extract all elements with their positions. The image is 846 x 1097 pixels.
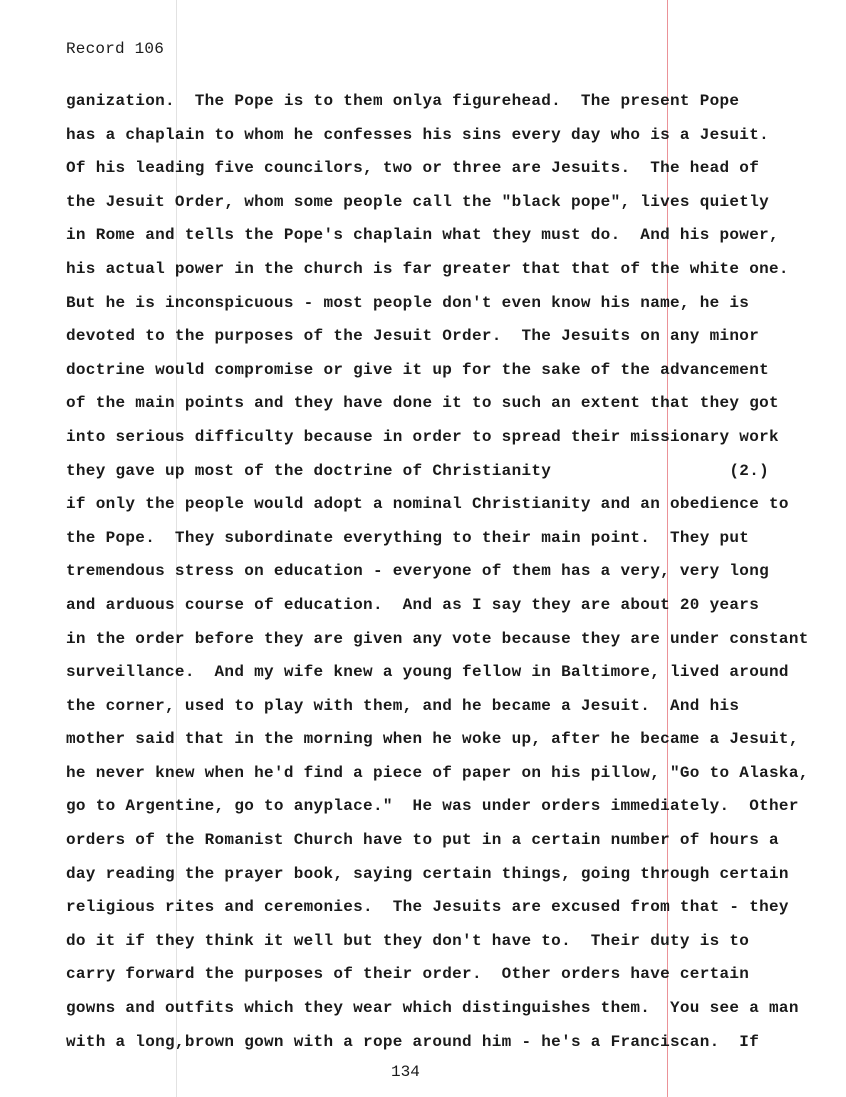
text-line: devoted to the purposes of the Jesuit Order. The Jesuits on any minor	[66, 327, 760, 346]
text-line: orders of the Romanist Church have to put in a certain number of hours a	[66, 831, 779, 850]
text-line: do it if they think it well but they don't have to. Their duty is to	[66, 931, 750, 950]
text-line: doctrine would compromise or give it up for the sake of the advancement	[66, 360, 770, 379]
text-line: the corner, used to play with them, and he became a Jesuit. And his	[66, 696, 740, 715]
text-line: religious rites and ceremonies. The Jesuits are excused from that - they	[66, 898, 789, 917]
text-line: day reading the prayer book, saying certain things, going through certain	[66, 864, 789, 883]
text-line: gowns and outfits which they wear which distinguishes them. You see a man	[66, 999, 799, 1018]
text-line: the Jesuit Order, whom some people call the "black pope", lives quietly	[66, 192, 770, 211]
text-line: But he is inconspicuous - most people don't even know his name, he is	[66, 293, 750, 312]
text-line: and arduous course of education. And as I say they are about 20 years	[66, 595, 760, 614]
text-line: in Rome and tells the Pope's chaplain what they must do. And his power,	[66, 226, 779, 245]
text-line: in the order before they are given any vote because they are under constant	[66, 629, 809, 648]
text-line: of the main points and they have done it to such an extent that they got	[66, 394, 779, 413]
text-line: has a chaplain to whom he confesses his sins every day who is a Jesuit.	[66, 125, 770, 144]
text-line: the Pope. They subordinate everything to their main point. They put	[66, 528, 750, 547]
text-line: with a long,brown gown with a rope around him - he's a Franciscan. If	[66, 1032, 760, 1051]
text-line: his actual power in the church is far greater that that of the white one.	[66, 259, 789, 278]
record-header: Record 106	[66, 40, 165, 58]
page-number: 134	[391, 1063, 420, 1081]
text-line: he never knew when he'd find a piece of paper on his pillow, "Go to Alaska,	[66, 763, 809, 782]
text-line: go to Argentine, go to anyplace." He was under orders immediately. Other	[66, 797, 799, 816]
text-line: tremendous stress on education - everyone of them has a very, very long	[66, 562, 770, 581]
text-line: carry forward the purposes of their order. Other orders have certain	[66, 965, 750, 984]
text-line: mother said that in the morning when he woke up, after he became a Jesuit,	[66, 730, 799, 749]
text-line: Of his leading five councilors, two or three are Jesuits. The head of	[66, 159, 760, 178]
typed-body-text	[66, 89, 836, 1063]
text-line: if only the people would adopt a nominal Christianity and an obedience to	[66, 495, 789, 514]
text-line: surveillance. And my wife knew a young fellow in Baltimore, lived around	[66, 663, 789, 682]
text-line: into serious difficulty because in order to spread their missionary work	[66, 427, 779, 446]
text-line: they gave up most of the doctrine of Christianity (2.)	[66, 461, 770, 480]
text-line: ganization. The Pope is to them onlya figurehead. The present Pope	[66, 92, 740, 110]
